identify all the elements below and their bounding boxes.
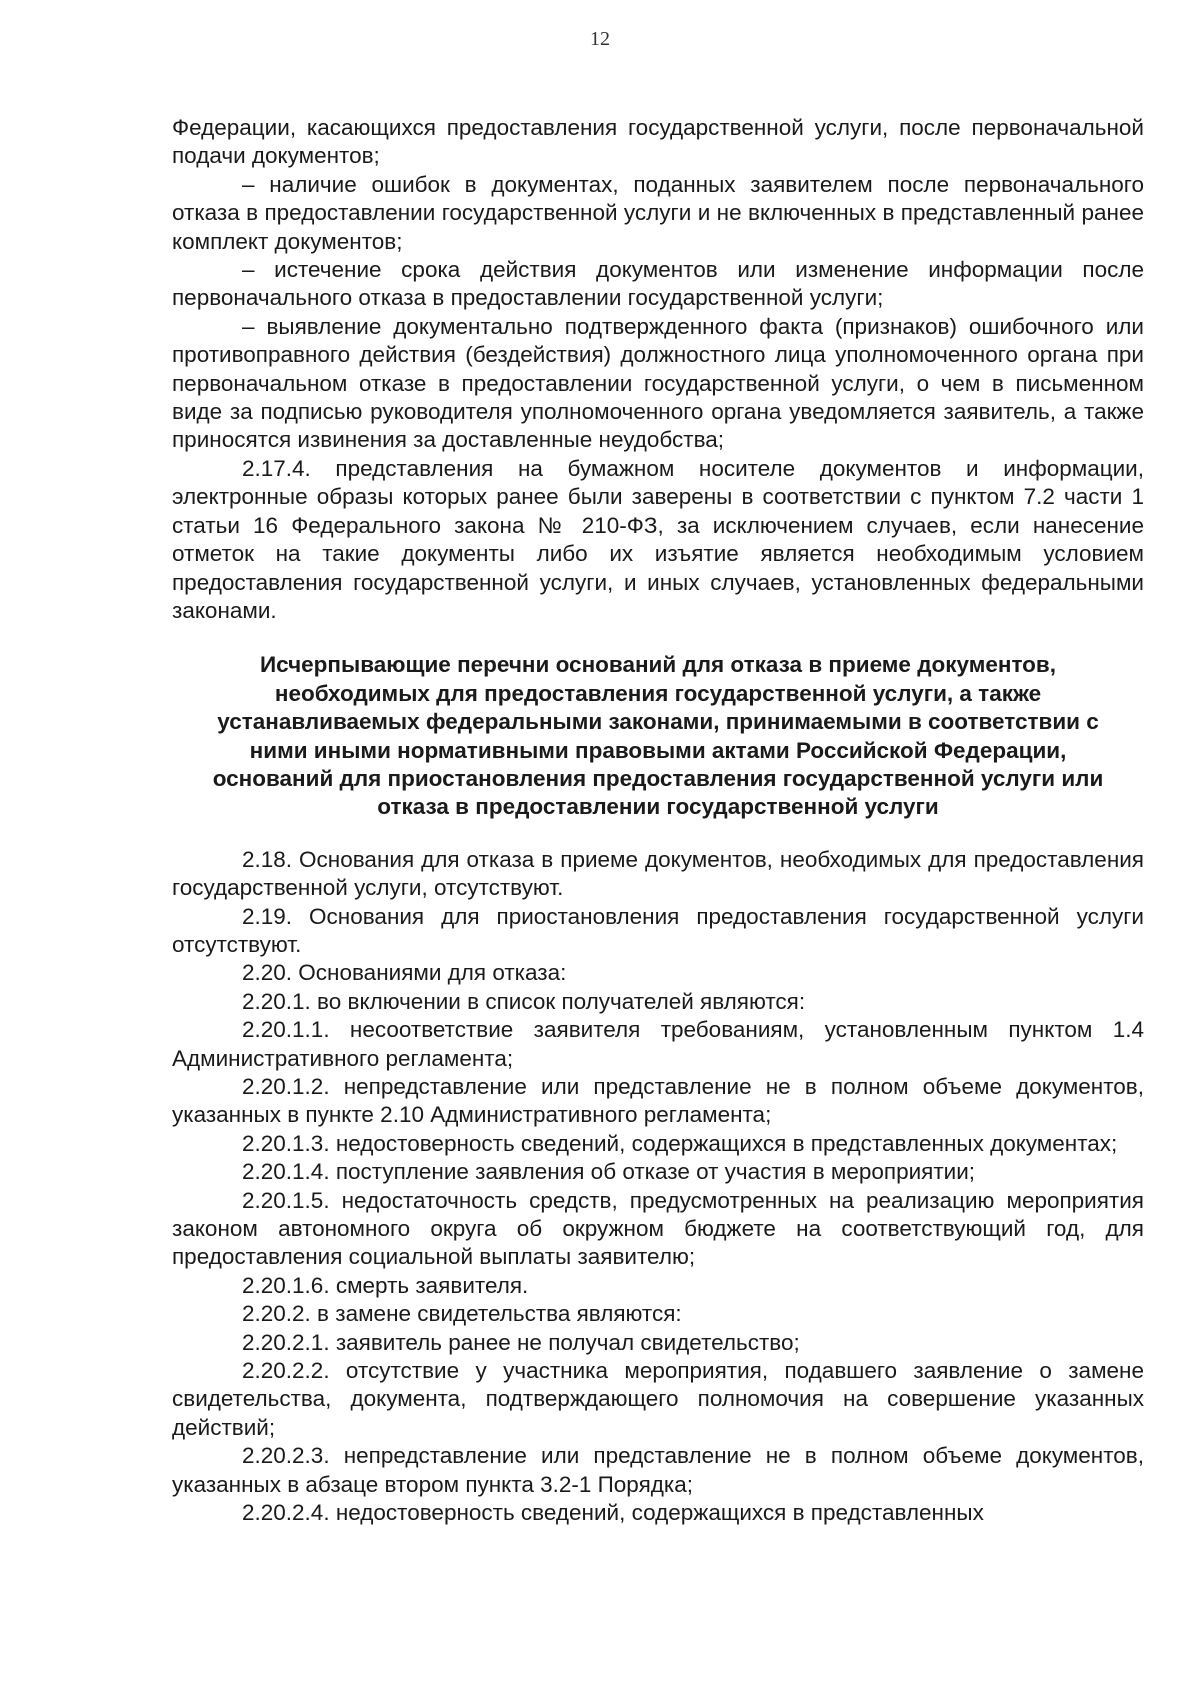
heading-line: отказа в предоставлении государственной услуги — [377, 794, 939, 820]
heading-line: ними иными нормативными правовыми актами Российской Федерации, — [249, 737, 1067, 763]
paragraph: 2.20. Основаниями для отказа: — [242, 960, 567, 986]
paragraph: 2.18. Основания для отказа в приеме документов, необходимых для предоставления государственной услуги, отсутствуют. — [172, 846, 1144, 901]
paragraphs-before-heading — [172, 114, 1144, 625]
heading-line: Исчерпывающие перечни оснований для отказа в приеме документов, — [260, 652, 1056, 678]
page-number: 12 — [590, 28, 610, 50]
paragraph: – наличие ошибок в документах, поданных заявителем после первоначального отказа в предоставлении государственной услуги и не включенных в представленный ранее комплект документов; — [172, 171, 1144, 254]
paragraph: 2.20.2.2. отсутствие у участника мероприятия, подавшего заявление о замене свидетельства, документа, подтверждающего полномочия на совершение указанных действий; — [172, 1358, 1144, 1440]
paragraph: 2.17.4. представления на бумажном носителе документов и информации, электронные образы которых ранее были заверены в соответствии с пунктом 7.2 части 1 статьи 16 Федерального закона № 210-ФЗ, за исключением случаев, если нанесение отметок на такие документы либо их изъятие является необходимым условием предоставления государственной услуги, и иных случаев, установленных федеральными законами. — [172, 455, 1144, 623]
paragraph: 2.20.1.2. непредставление или представление не в полном объеме документов, указанных в пункте 2.10 Административного регламента; — [172, 1074, 1144, 1128]
paragraph: 2.20.1.6. смерть заявителя. — [242, 1272, 529, 1298]
paragraph: – выявление документально подтвержденного факта (признаков) ошибочного или противоправного действия (бездействия) должностного лица уполномоченного органа при первоначальном отказе в предоставлении государственной услуги, о чем в письменном виде за подписью руководителя уполномоченного органа уведомляется заявитель, а также приносятся извинения за доставленные неудобства; — [172, 313, 1144, 453]
paragraph: Федерации, касающихся предоставления государственной услуги, после первоначальной подачи документов; — [172, 115, 1144, 169]
paragraph: 2.20.1.1. несоответствие заявителя требованиям, установленным пунктом 1.4 Административного регламента; — [172, 1017, 1144, 1071]
paragraph: 2.19. Основания для приостановления предоставления государственной услуги отсутствуют. — [172, 903, 1144, 957]
paragraph: – истечение срока действия документов или изменение информации после первоначального отказа в предоставлении государственной услуги; — [172, 257, 1144, 311]
heading-line: оснований для приостановления предоставления государственной услуги или — [212, 765, 1104, 791]
paragraph: 2.20.1. во включении в список получателей являются: — [242, 988, 806, 1014]
paragraph: 2.20.1.3. недостоверность сведений, содержащихся в представленных документах; — [242, 1130, 1118, 1156]
heading-line: устанавливаемых федеральными законами, принимаемыми в соответствии с — [217, 709, 1099, 735]
paragraph: 2.20.2.3. непредставление или представление не в полном объеме документов, указанных в абзаце втором пункта 3.2-1 Порядка; — [172, 1443, 1144, 1497]
paragraph: 2.20.2.4. недостоверность сведений, содержащихся в представленных — [242, 1500, 984, 1526]
paragraphs-after-heading — [172, 846, 1144, 1528]
section-heading — [172, 651, 1144, 821]
heading-line: необходимых для предоставления государственной услуги, а также — [274, 680, 1042, 706]
paragraph: 2.20.1.5. недостаточность средств, предусмотренных на реализацию мероприятия законом автономного округа об окружном бюджете на соответствующий год, для предоставления социальной выплаты заявителю; — [172, 1187, 1144, 1270]
paragraph: 2.20.1.4. поступление заявления об отказе от участия в мероприятии; — [242, 1159, 976, 1185]
paragraph: 2.20.2. в замене свидетельства являются: — [242, 1301, 682, 1327]
paragraph: 2.20.2.1. заявитель ранее не получал свидетельство; — [242, 1329, 800, 1355]
document-body — [172, 114, 1144, 1528]
